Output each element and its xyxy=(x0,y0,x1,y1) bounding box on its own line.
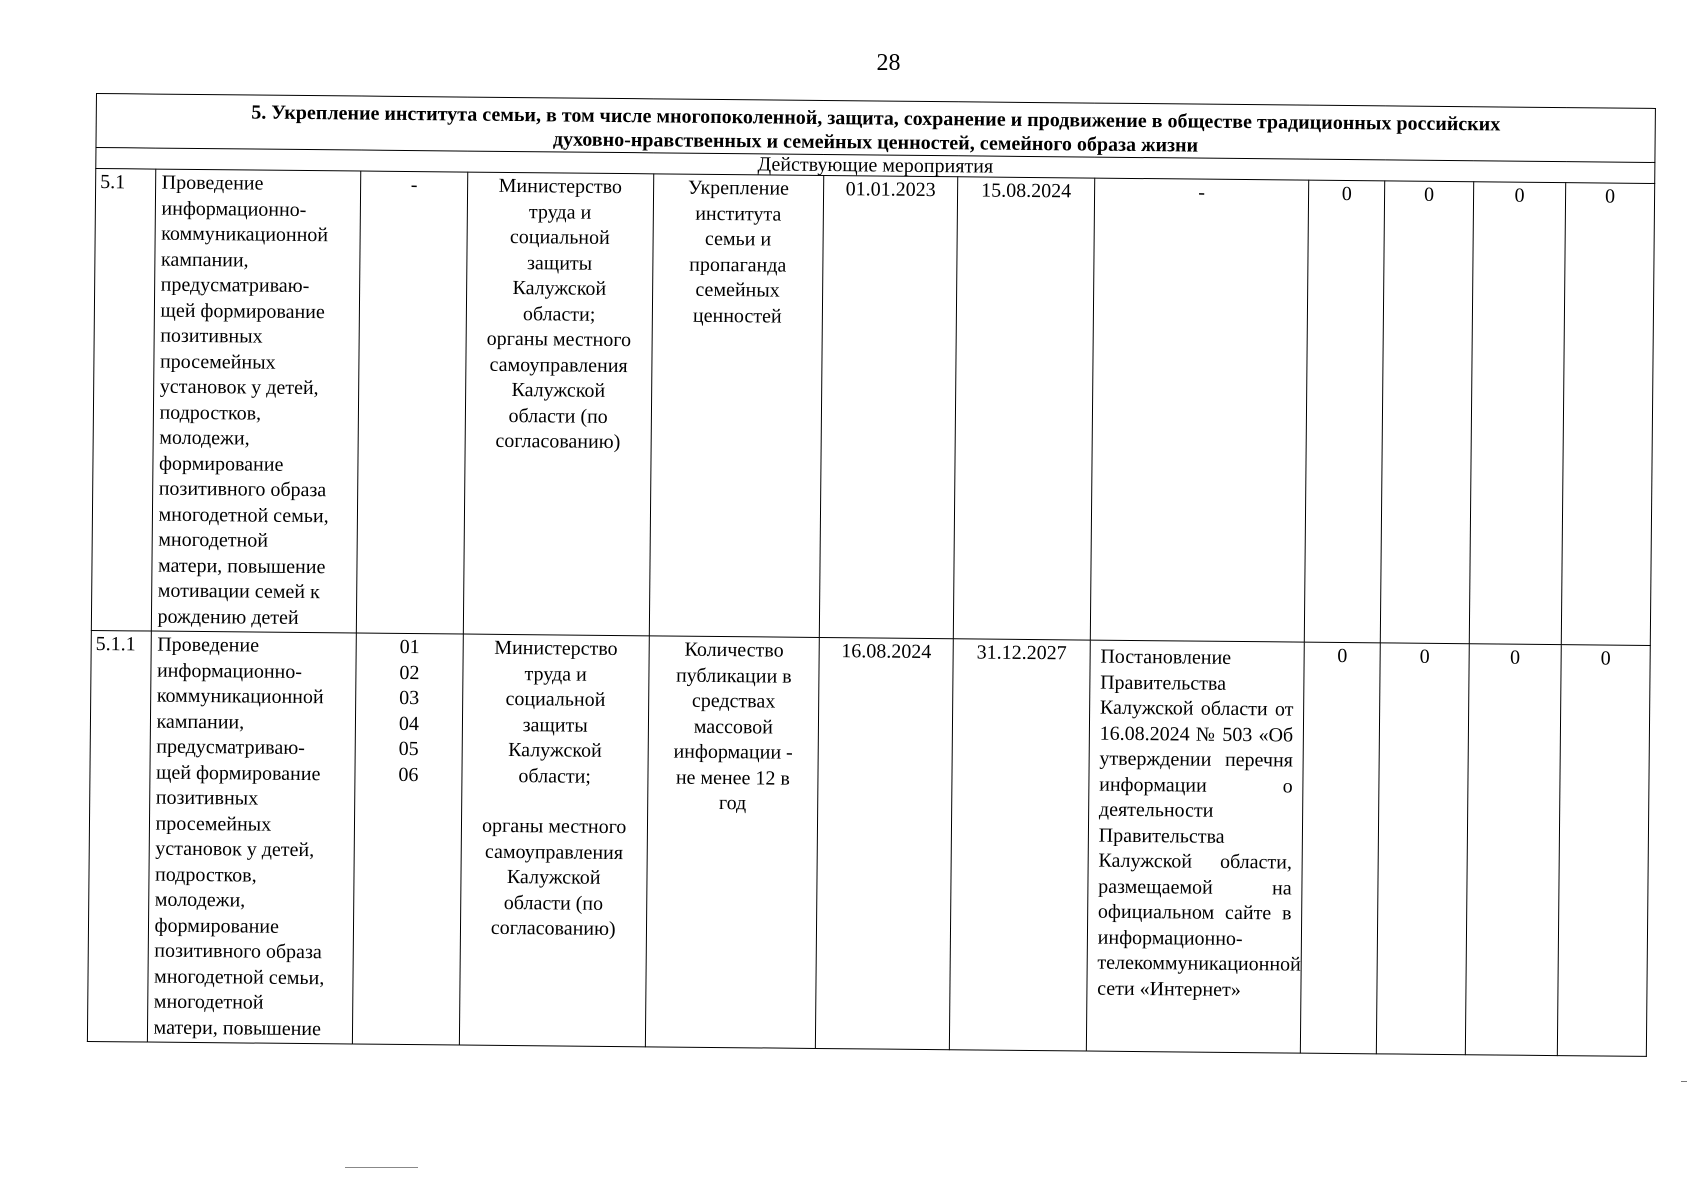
name-line: позитивных xyxy=(155,786,259,810)
section-title-line-1: 5. Укрепление института семьи, в том числе многопоколенной, защита, сохранение и продвижение в обществе традиционных российских xyxy=(251,101,1501,136)
name-line: информационно- xyxy=(156,659,303,683)
executor-gap xyxy=(466,789,644,816)
subheading: Действующие мероприятия xyxy=(96,148,1655,184)
name-line: подростков, xyxy=(159,401,262,425)
budget-codes xyxy=(357,171,468,634)
name-line: многодетной семьи, xyxy=(153,965,325,989)
executor-line: Калужской xyxy=(511,379,606,402)
name-line: многодетной xyxy=(153,990,264,1014)
name-line: коммуникационной xyxy=(156,684,324,709)
value-1: 0 xyxy=(1305,180,1385,643)
measures-table xyxy=(87,93,1656,1057)
end-date: 31.12.2027 xyxy=(950,639,1090,1051)
value-3: 0 xyxy=(1469,182,1566,645)
value-4: 0 xyxy=(1557,645,1650,1057)
executor-line: органы местного xyxy=(481,814,627,839)
legal-basis xyxy=(1090,178,1309,642)
name-line: формирование xyxy=(158,452,284,476)
page-number: 28 xyxy=(876,50,901,76)
measure-name xyxy=(151,169,361,633)
name-line: матери, повышение xyxy=(153,1016,322,1040)
executor-line: области; xyxy=(518,764,592,788)
value-1: 0 xyxy=(1301,642,1381,1054)
name-line: позитивных xyxy=(160,324,263,348)
result-line: пропаганда xyxy=(689,253,787,277)
name-line: кампании, xyxy=(156,710,245,733)
name-line: матери, повышение xyxy=(157,554,326,578)
code: 05 xyxy=(398,737,419,761)
result-line: средствах xyxy=(691,689,776,713)
result-line: Укрепление xyxy=(688,176,790,200)
name-line: щей формирование xyxy=(155,761,321,785)
name-line: позитивного образа xyxy=(158,477,327,502)
scan-artifact-mark xyxy=(1681,1081,1687,1082)
code: 04 xyxy=(398,712,420,735)
code: 01 xyxy=(399,635,420,659)
executor xyxy=(459,634,649,1047)
row-number: 5.1 xyxy=(91,169,155,632)
executor-line: Калужской xyxy=(508,738,602,762)
name-line: установок у детей, xyxy=(155,837,315,862)
name-line: молодежи, xyxy=(154,888,246,912)
table-row-5-1 xyxy=(91,169,1654,646)
result-line: ценностей xyxy=(692,304,782,328)
result-line: информации - xyxy=(673,740,793,764)
name-line: подростков, xyxy=(154,863,257,887)
executor-line: самоуправления xyxy=(489,353,628,377)
executor-line: социальной xyxy=(509,225,610,249)
executor-line: защиты xyxy=(522,713,588,737)
code: 03 xyxy=(399,686,420,710)
value-3: 0 xyxy=(1465,644,1561,1056)
name-line: многодетной семьи, xyxy=(158,503,329,527)
code: 02 xyxy=(399,661,420,684)
result-line: семейных xyxy=(695,278,780,302)
result-line: не менее 12 в xyxy=(675,766,790,790)
result-line: массовой xyxy=(693,715,774,739)
code: - xyxy=(410,174,418,197)
name-line: установок у детей, xyxy=(159,375,319,400)
name-line: кампании, xyxy=(160,248,249,271)
result-line: Количество xyxy=(684,638,784,662)
executor-line: социальной xyxy=(505,687,606,711)
executor-line: самоуправления xyxy=(484,840,624,864)
name-line: предусматриваю- xyxy=(160,273,310,298)
executor-line: согласованию) xyxy=(495,429,621,454)
name-line: предусматриваю- xyxy=(156,735,305,760)
value-2: 0 xyxy=(1376,643,1469,1055)
result-line: год xyxy=(718,792,747,815)
executor-line: области (по xyxy=(508,404,608,428)
name-line: рождению детей xyxy=(157,605,299,629)
executor-line: труда и xyxy=(524,662,587,686)
name-line: молодежи, xyxy=(159,426,250,450)
executor-line: согласованию) xyxy=(490,916,616,941)
basis-line: - xyxy=(1198,181,1206,204)
name-line: просемейных xyxy=(159,350,276,374)
name-line: щей формирование xyxy=(160,299,325,323)
name-line: Проведение xyxy=(157,633,260,657)
value-4: 0 xyxy=(1561,183,1654,646)
measure-name xyxy=(147,631,357,1044)
executor-line: защиты xyxy=(526,251,593,275)
start-date: 01.01.2023 xyxy=(819,175,958,638)
result-line: публикации в xyxy=(675,664,792,688)
result-line: семьи и xyxy=(704,227,772,251)
row-number: 5.1.1 xyxy=(87,630,151,1042)
result-line: института xyxy=(695,202,782,226)
name-line: позитивного образа xyxy=(154,939,322,964)
scan-artifact-line xyxy=(345,1167,418,1168)
executor-line: Калужской xyxy=(506,865,601,889)
name-line: многодетной xyxy=(158,528,269,552)
section-title-line-2: духовно-нравственных и семейных ценностей, семейного образа жизни xyxy=(552,128,1199,157)
executor xyxy=(463,172,654,636)
start-date: 16.08.2024 xyxy=(815,637,953,1049)
expected-result xyxy=(649,174,824,638)
document-table-wrapper xyxy=(87,93,1656,1057)
name-line: коммуникационной xyxy=(161,222,329,247)
end-date: 15.08.2024 xyxy=(954,177,1095,640)
executor-line: труда и xyxy=(528,200,592,224)
legal-basis: Постановление Правительства Калужской области от 16.08.2024 № 503 «Об утверждении перечня информации о деятельности Правительства Калужской области, размещаемой на официальном сайте в информационно-телекоммуникационной сети «Интернет» xyxy=(1086,640,1304,1053)
executor-line: области (по xyxy=(503,891,604,915)
table-row-5-1-1 xyxy=(87,630,1650,1056)
name-line: информационно- xyxy=(161,197,307,221)
executor-line: Министерство xyxy=(494,636,618,661)
executor-line: области; xyxy=(522,302,596,326)
name-line: Проведение xyxy=(161,171,264,195)
name-line: формирование xyxy=(154,914,280,938)
expected-result xyxy=(645,636,819,1049)
code: 06 xyxy=(398,763,419,786)
value-2: 0 xyxy=(1380,181,1473,644)
name-line: просемейных xyxy=(155,812,272,836)
name-line: мотивации семей к xyxy=(157,579,320,604)
executor-line: Калужской xyxy=(512,277,607,300)
executor-line: органы местного xyxy=(486,327,632,352)
executor-line: Министерство xyxy=(498,174,623,199)
budget-codes xyxy=(353,633,463,1045)
